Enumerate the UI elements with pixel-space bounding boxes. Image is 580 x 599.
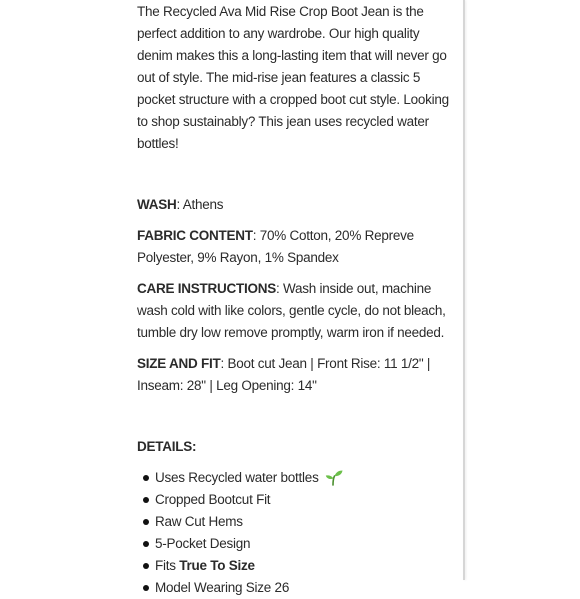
fabric-content-label: FABRIC CONTENT	[137, 228, 253, 243]
bullet-icon	[143, 563, 149, 569]
bullet-icon	[143, 519, 149, 525]
wash-label: WASH	[137, 197, 177, 212]
product-description	[137, 0, 455, 599]
list-item	[137, 489, 455, 511]
fabric-content-spec	[137, 225, 455, 269]
details-list	[137, 467, 455, 599]
fabric-content-value: : 70% Cotton, 20% Repreve Polyester, 9% Rayon, 1% Spandex	[137, 228, 414, 265]
list-item	[137, 577, 455, 599]
list-item	[137, 555, 455, 577]
care-instructions-spec	[137, 278, 455, 344]
detail-text: 5-Pocket Design	[155, 536, 251, 551]
size-and-fit-value: : Boot cut Jean | Front Rise: 11 1/2" | Inseam: 28" | Leg Opening: 14"	[137, 356, 431, 393]
detail-text-prefix: Fits	[155, 558, 180, 573]
detail-text-emphasis: True To Size	[179, 558, 255, 573]
size-and-fit-spec	[137, 353, 455, 397]
care-instructions-label: CARE INSTRUCTIONS	[137, 281, 277, 296]
bullet-icon	[143, 585, 149, 591]
detail-text: Model Wearing Size 26	[155, 580, 290, 595]
list-item	[137, 467, 455, 489]
details-heading: DETAILS:	[137, 439, 197, 454]
wash-spec	[137, 194, 455, 216]
wash-value: : Athens	[176, 197, 224, 212]
detail-text: Cropped Bootcut Fit	[155, 492, 271, 507]
content-edge-divider	[463, 0, 465, 580]
list-item	[137, 511, 455, 533]
bullet-icon	[143, 497, 149, 503]
care-instructions-value: : Wash inside out, machine wash cold with like colors, gentle cycle, do not bleach, tumble dry low remove promptly, warm iron if needed.	[137, 281, 446, 340]
product-intro-text: The Recycled Ava Mid Rise Crop Boot Jean is the perfect addition to any wardrobe. Our high quality denim makes this a long-lasting item that will never go out of style. The mid-rise jean features a classic 5 pocket structure with a cropped boot cut style. Looking to shop sustainably? This jean uses recycled water bottles!	[137, 4, 449, 151]
bullet-icon	[143, 475, 149, 481]
size-and-fit-label: SIZE AND FIT	[137, 356, 221, 371]
list-item	[137, 533, 455, 555]
bullet-icon	[143, 541, 149, 547]
detail-text: Raw Cut Hems	[155, 514, 243, 529]
detail-text: Uses Recycled water bottles	[155, 470, 319, 485]
